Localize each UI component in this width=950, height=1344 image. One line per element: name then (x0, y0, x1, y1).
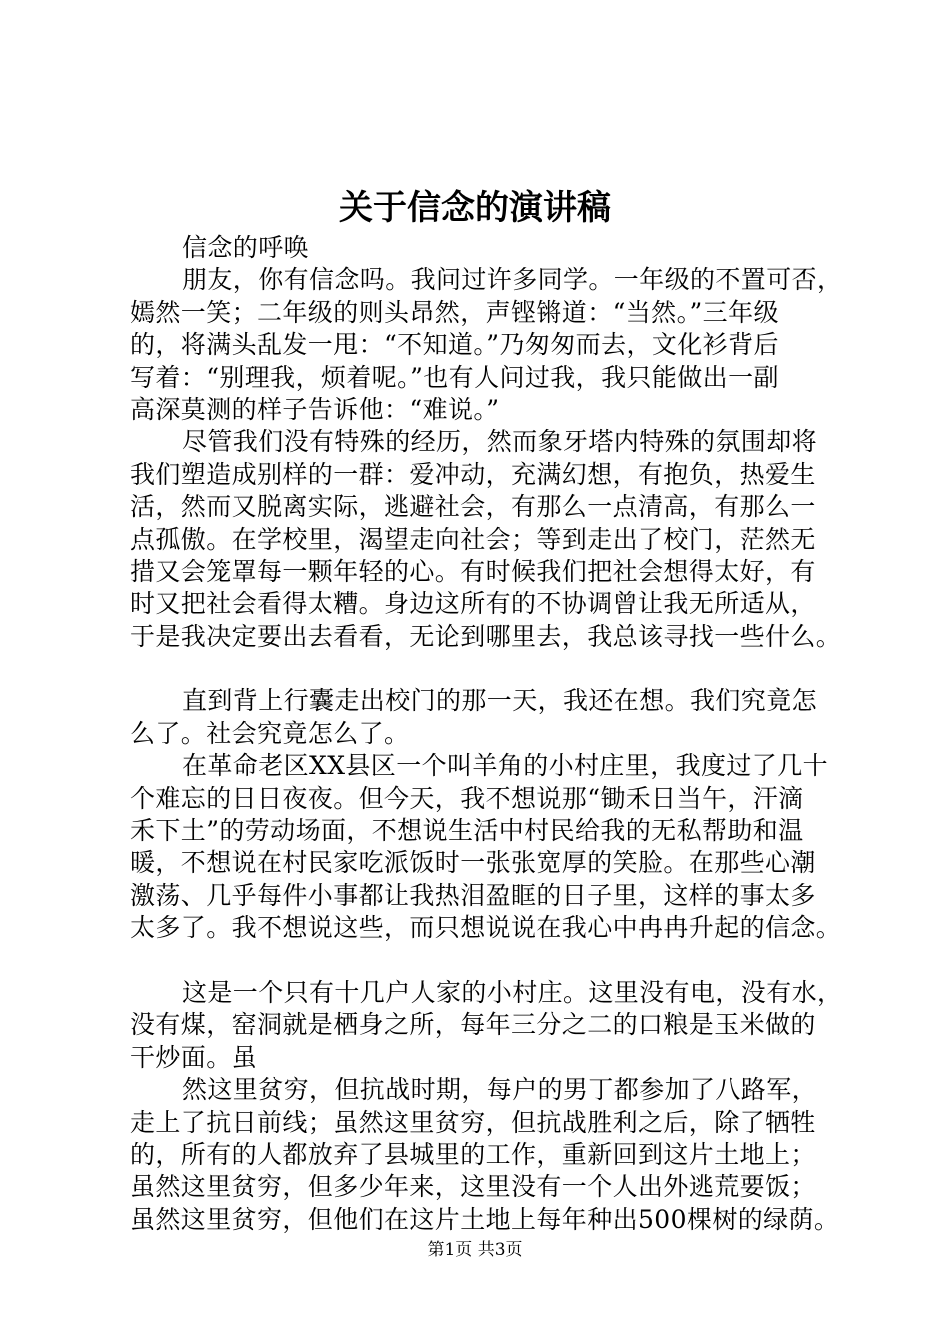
text-line: 走上了抗日前线；虽然这里贫穷，但抗战胜利之后，除了牺牲 (130, 1107, 816, 1137)
text-line: 写着：“别理我，烦着呢。”也有人问过我，我只能做出一副 (130, 362, 779, 392)
text-line: 活，然而又脱离实际，逃避社会，有那么一点清高，有那么一 (130, 492, 816, 522)
text-line: 激荡、几乎每件小事都让我热泪盈眶的日子里，这样的事太多 (130, 880, 816, 910)
text-line: 我们塑造成别样的一群：爱冲动，充满幻想，有抱负，热爱生 (130, 459, 816, 489)
text-line: 暖，不想说在村民家吃派饭时一张张宽厚的笑脸。在那些心潮 (130, 848, 816, 878)
text-line: 个难忘的日日夜夜。但今天，我不想说那“锄禾日当午，汗滴 (130, 783, 804, 813)
blank-line (130, 653, 850, 685)
text-line: 没有煤，窑洞就是栖身之所，每年三分之二的口粮是玉米做的 (130, 1010, 816, 1040)
text-line: 朋友，你有信念吗。我问过许多同学。一年级的不置可否， (182, 265, 843, 295)
page-footer: 第1页 共3页 (427, 1240, 523, 1260)
blank-line (130, 945, 850, 977)
text-line: 然这里贫穷，但抗战时期，每户的男丁都参加了八路军， (182, 1075, 818, 1105)
document-title: 关于信念的演讲稿 (339, 188, 611, 228)
text-line: 于是我决定要出去看看，无论到哪里去，我总该寻找一些什么。 (130, 621, 842, 651)
text-line: 高深莫测的样子告诉他：“难说。” (130, 394, 500, 424)
text-line: 措又会笼罩每一颗年轻的心。有时候我们把社会想得太好，有 (130, 556, 816, 586)
text-line: 这是一个只有十几户人家的小村庄。这里没有电，没有水， (182, 977, 843, 1007)
text-line: 的，所有的人都放弃了县城里的工作，重新回到这片土地上； (130, 1139, 816, 1169)
text-line: 直到背上行囊走出校门的那一天，我还在想。我们究竟怎 (182, 686, 818, 716)
text-line: 干炒面。虽 (130, 1042, 258, 1072)
document-body (130, 232, 850, 1236)
text-line: 禾下土”的劳动场面，不想说生活中村民给我的无私帮助和温 (130, 816, 804, 846)
text-line: 么了。社会究竟怎么了。 (130, 718, 410, 748)
text-line: 嫣然一笑；二年级的则头昂然，声铿锵道：“当然。”三年级 (130, 297, 779, 327)
text-line: 尽管我们没有特殊的经历，然而象牙塔内特殊的氛围却将 (182, 427, 818, 457)
text-line: 虽然这里贫穷，但多少年来，这里没有一个人出外逃荒要饭； (130, 1172, 816, 1202)
text-line: 虽然这里贫穷，但他们在这片土地上每年种出500棵树的绿荫。 (130, 1204, 840, 1234)
text-line: 信念的呼唤 (182, 233, 310, 262)
text-line: 点孤傲。在学校里，渴望走向社会；等到走出了校门，茫然无 (130, 524, 816, 554)
text-line: 在革命老区XX县区一个叫羊角的小村庄里，我度过了几十 (182, 751, 828, 781)
text-line: 的，将满头乱发一甩：“不知道。”乃匆匆而去，文化衫背后 (130, 330, 779, 360)
text-line: 时又把社会看得太糟。身边这所有的不协调曾让我无所适从， (130, 589, 816, 619)
text-line: 太多了。我不想说这些，而只想说说在我心中冉冉升起的信念。 (130, 913, 842, 943)
